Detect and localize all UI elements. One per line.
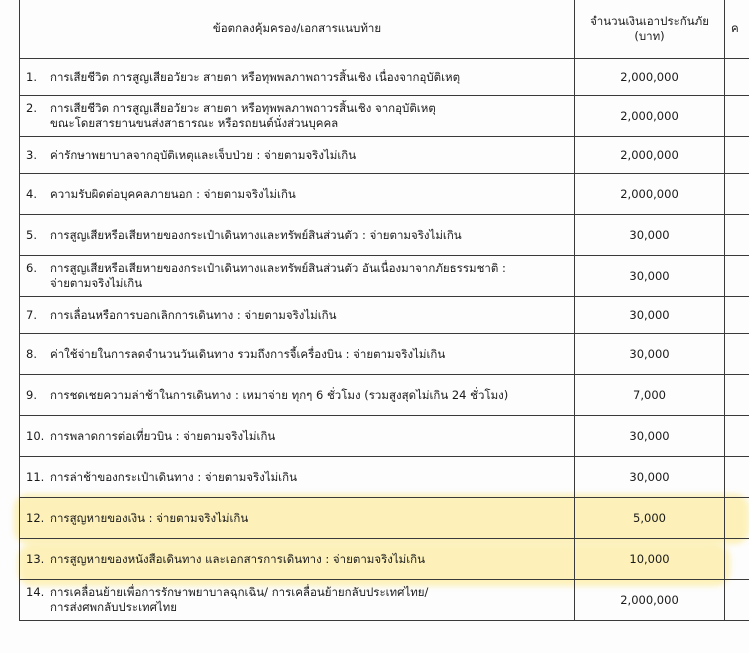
row-extra-cell [725, 59, 749, 96]
row-text: การเลื่อนหรือการบอกเลิกการเดินทาง : จ่ายตามจริงไม่เกิน [50, 307, 337, 322]
table-row [20, 215, 749, 256]
row-text: การล่าช้าของกระเป๋าเดินทาง : จ่ายตามจริงไม่เกิน [50, 469, 297, 484]
row-text-continued: การส่งศพกลับประเทศไทย [50, 600, 177, 614]
row-number: 8. [26, 346, 37, 361]
row-description [20, 580, 575, 621]
row-number: 10. [26, 428, 45, 443]
table-row-highlighted [20, 539, 749, 580]
row-extra-cell [725, 174, 749, 215]
table-row-highlighted [20, 498, 749, 539]
row-amount: 30,000 [575, 256, 725, 297]
row-number: 5. [26, 227, 37, 242]
row-amount: 2,000,000 [575, 59, 725, 96]
row-text: การชดเชยความล่าช้าในการเดินทาง : เหมาจ่าย ทุกๆ 6 ชั่วโมง (รวมสูงสุดไม่เกิน 24 ชั่วโมง) [50, 387, 509, 402]
row-amount: 5,000 [575, 498, 725, 539]
table-header-row [20, 0, 749, 59]
row-description [20, 334, 575, 375]
row-description [20, 96, 575, 137]
header-sum-insured-unit: (บาท) [634, 28, 665, 43]
row-extra-cell [725, 498, 749, 539]
row-description [20, 256, 575, 297]
header-coverage: ข้อตกลงคุ้มครอง/เอกสารแนบท้าย [20, 0, 575, 59]
row-number: 12. [26, 510, 45, 525]
table-row [20, 137, 749, 174]
row-text: การเสียชีวิต การสูญเสียอวัยวะ สายตา หรือทุพพลภาพถาวรสิ้นเชิง จากอุบัติเหตุ [50, 101, 436, 115]
table-row [20, 416, 749, 457]
row-text: การสูญหายของเงิน : จ่ายตามจริงไม่เกิน [50, 510, 249, 525]
row-description [20, 137, 575, 174]
row-extra-cell [725, 137, 749, 174]
row-extra-cell [725, 215, 749, 256]
row-number: 3. [26, 147, 37, 162]
row-description [20, 215, 575, 256]
row-amount: 30,000 [575, 457, 725, 498]
row-amount: 2,000,000 [575, 137, 725, 174]
table-row [20, 59, 749, 96]
row-description [20, 416, 575, 457]
table-row [20, 297, 749, 334]
row-amount: 10,000 [575, 539, 725, 580]
row-description [20, 59, 575, 96]
row-text: การเสียชีวิต การสูญเสียอวัยวะ สายตา หรือทุพพลภาพถาวรสิ้นเชิง เนื่องจากอุบัติเหตุ [50, 69, 461, 84]
row-description [20, 375, 575, 416]
row-text: การสูญเสียหรือเสียหายของกระเป๋าเดินทางและทรัพย์สินส่วนตัว : จ่ายตามจริงไม่เกิน [50, 227, 462, 242]
row-text: การสูญหายของหนังสือเดินทาง และเอกสารการเดินทาง : จ่ายตามจริงไม่เกิน [50, 551, 426, 566]
row-number: 4. [26, 186, 37, 201]
row-number: 7. [26, 307, 37, 322]
row-number: 14. [26, 585, 45, 599]
row-number: 9. [26, 387, 37, 402]
row-extra-cell [725, 256, 749, 297]
row-extra-cell [725, 297, 749, 334]
header-sum-insured [575, 0, 725, 59]
row-text: ความรับผิดต่อบุคคลภายนอก : จ่ายตามจริงไม่เกิน [50, 186, 296, 201]
row-text: การเคลื่อนย้ายเพื่อการรักษาพยาบาลฉุกเฉิน/ การเคลื่อนย้ายกลับประเทศไทย/ [50, 585, 429, 599]
row-text-continued: ขณะโดยสารยานขนส่งสาธารณะ หรือรถยนต์นั่งส่วนบุคคล [50, 116, 339, 130]
row-description [20, 174, 575, 215]
row-text: ค่าใช้จ่ายในการลดจำนวนวันเดินทาง รวมถึงการจี้เครื่องบิน : จ่ายตามจริงไม่เกิน [50, 346, 446, 361]
row-extra-cell [725, 375, 749, 416]
table-row [20, 174, 749, 215]
row-amount: 30,000 [575, 297, 725, 334]
row-description [20, 457, 575, 498]
row-number: 6. [26, 261, 37, 275]
row-extra-cell [725, 334, 749, 375]
row-amount: 30,000 [575, 416, 725, 457]
table-row [20, 334, 749, 375]
row-amount: 7,000 [575, 375, 725, 416]
table-row [20, 457, 749, 498]
row-text: การพลาดการต่อเที่ยวบิน : จ่ายตามจริงไม่เกิน [50, 428, 276, 443]
row-extra-cell [725, 580, 749, 621]
row-text: การสูญเสียหรือเสียหายของกระเป๋าเดินทางและทรัพย์สินส่วนตัว อันเนื่องมาจากภัยธรรมชาติ : [50, 261, 506, 275]
row-number: 13. [26, 551, 45, 566]
row-amount: 30,000 [575, 215, 725, 256]
coverage-table [19, 0, 749, 621]
table-row [20, 375, 749, 416]
row-number: 1. [26, 69, 37, 84]
row-description [20, 498, 575, 539]
row-number: 2. [26, 101, 37, 115]
row-amount: 2,000,000 [575, 174, 725, 215]
table-row [20, 256, 749, 297]
table-row [20, 96, 749, 137]
row-text: ค่ารักษาพยาบาลจากอุบัติเหตุและเจ็บป่วย : จ่ายตามจริงไม่เกิน [50, 147, 357, 162]
table-row [20, 580, 749, 621]
row-description [20, 539, 575, 580]
row-amount: 2,000,000 [575, 96, 725, 137]
header-cut-off-column: ค [725, 0, 749, 59]
row-extra-cell [725, 539, 749, 580]
row-amount: 2,000,000 [575, 580, 725, 621]
row-amount: 30,000 [575, 334, 725, 375]
row-extra-cell [725, 96, 749, 137]
row-extra-cell [725, 416, 749, 457]
row-number: 11. [26, 469, 45, 484]
row-extra-cell [725, 457, 749, 498]
header-sum-insured-line1: จำนวนเงินเอาประกันภัย [590, 13, 709, 28]
row-description [20, 297, 575, 334]
row-text-continued: จ่ายตามจริงไม่เกิน [50, 276, 143, 290]
